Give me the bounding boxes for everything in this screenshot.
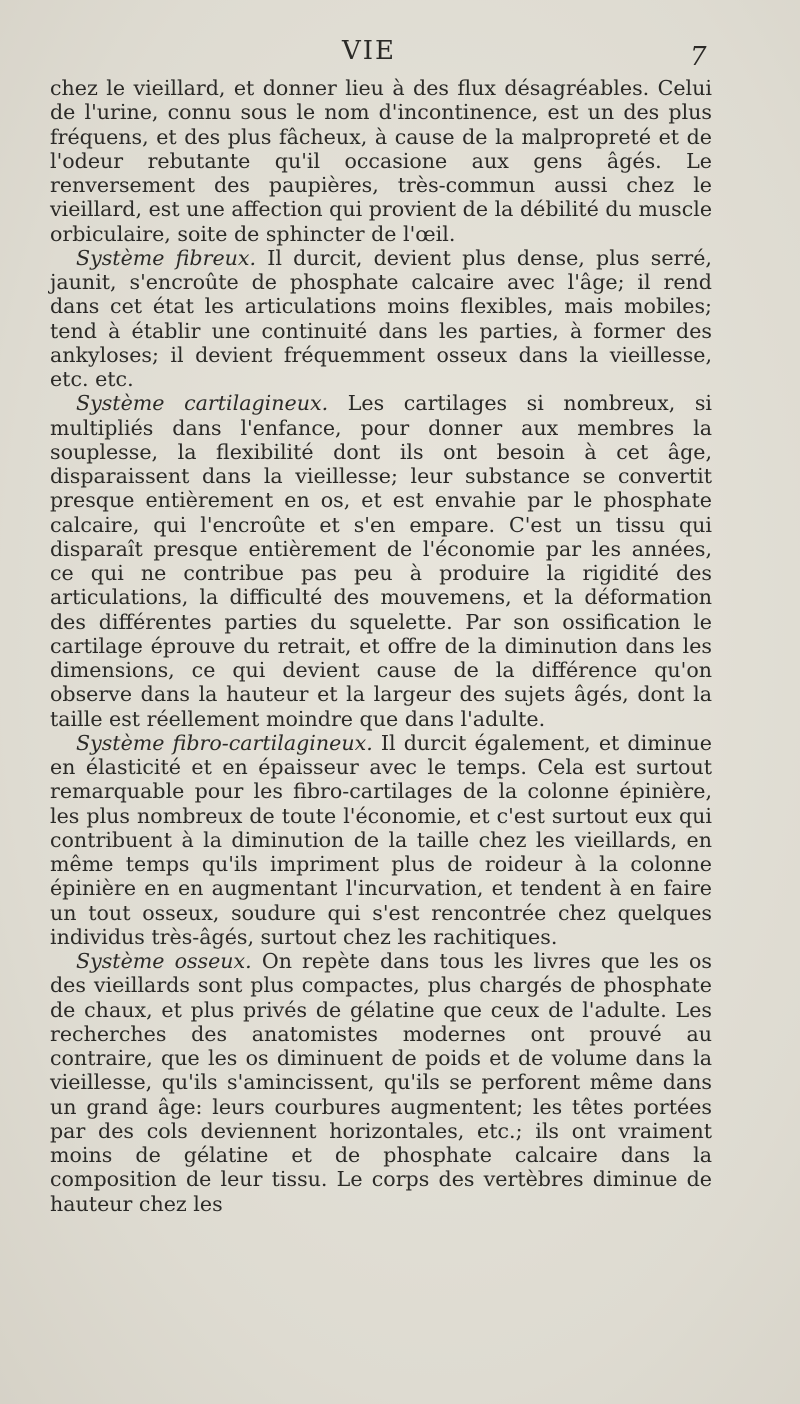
paragraph-text: chez le vieillard, et donner lieu à des flux désagréables. Celui de l'urine, connu sous le nom d'incontinence, est un des plus fréquens, et des plus fâcheux, à cause de la malpropreté et de l'odeur rebutante qu'il occasione aux gens âgés. Le renversement des paupières, très-commun aussi chez le vieillard, est une affection qui provient de la débilité du muscle orbiculaire, soite de sphincter de l'œil. [50,76,712,246]
running-title: VIE [342,36,397,66]
section-label: Système cartilagineux. [76,391,329,416]
section-label: Système fibro-cartilagineux. [76,730,373,755]
paragraph-continuation [50,76,712,246]
paragraph-systeme-osseux [50,949,712,1216]
body-text [50,76,712,1216]
paragraph-systeme-fibro-cartilagineux [50,731,712,949]
page-header [0,36,800,70]
paragraph-text: Il durcit également, et diminue en élasticité et en épaisseur avec le temps. Cela est surtout remarquable pour les fibro-cartilages de la colonne épinière, les plus nombreux de toute l'économie, et c'est surtout eux qui contribuent à la diminution de la taille chez les vieillards, en même temps qu'ils impriment plus de roideur à la colonne épinière en en augmentant l'incurvation, et tendent à en faire un tout osseux, soudure qui s'est rencontrée chez quelques individus très-âgés, surtout chez les rachitiques. [50,730,712,949]
paragraph-text: On repète dans tous les livres que les os des vieillards sont plus compactes, plus chargés de phosphate de chaux, et plus privés de gélatine que ceux de l'adulte. Les recherches des anatomistes modernes ont prouvé au contraire, que les os diminuent de poids et de volume dans la vieillesse, qu'ils s'amincissent, qu'ils se perforent même dans un grand âge: leurs courbures augmentent; les têtes portées par des cols deviennent horizontales, etc.; ils ont vraiment moins de gélatine et de phosphate calcaire dans la composition de leur tissu. Le corps des vertèbres diminue de hauteur chez les [50,949,713,1216]
paragraph-systeme-fibreux [50,246,712,392]
section-label: Système osseux. [76,949,252,973]
page-number: 7 [690,42,707,72]
paragraph-text: Il durcit, devient plus dense, plus serré, jaunit, s'encroûte de phosphate calcaire avec l'âge; il rend dans cet état les articulations moins flexibles, mais mobiles; tend à établir une continuité dans les parties, à former des ankyloses; il devient fréquemment osseux dans la vieillesse, etc. etc. [50,245,712,391]
paragraph-text: Les cartilages si nombreux, si multipliés dans l'enfance, pour donner aux membres la souplesse, la flexibilité dont ils ont besoin à cet âge, disparaissent dans la vieillesse; leur substance se convertit presque entièrement en os, et est envahie par le phosphate calcaire, qui l'encroûte et s'en empare. C'est un tissu qui disparaît presque entièrement de l'économie par les années, ce qui ne contribue pas peu à produire la rigidité des articulations, la difficulté des mouvemens, et la déformation des différentes parties du squelette. Par son ossification le cartilage éprouve du retrait, et offre de la diminution dans les dimensions, ce qui devient cause de la différence qu'on observe dans la hauteur et la largeur des sujets âgés, dont la taille est réellement moindre que dans l'adulte. [50,391,713,731]
section-label: Système fibreux. [76,245,257,270]
paragraph-systeme-cartilagineux [50,391,712,731]
